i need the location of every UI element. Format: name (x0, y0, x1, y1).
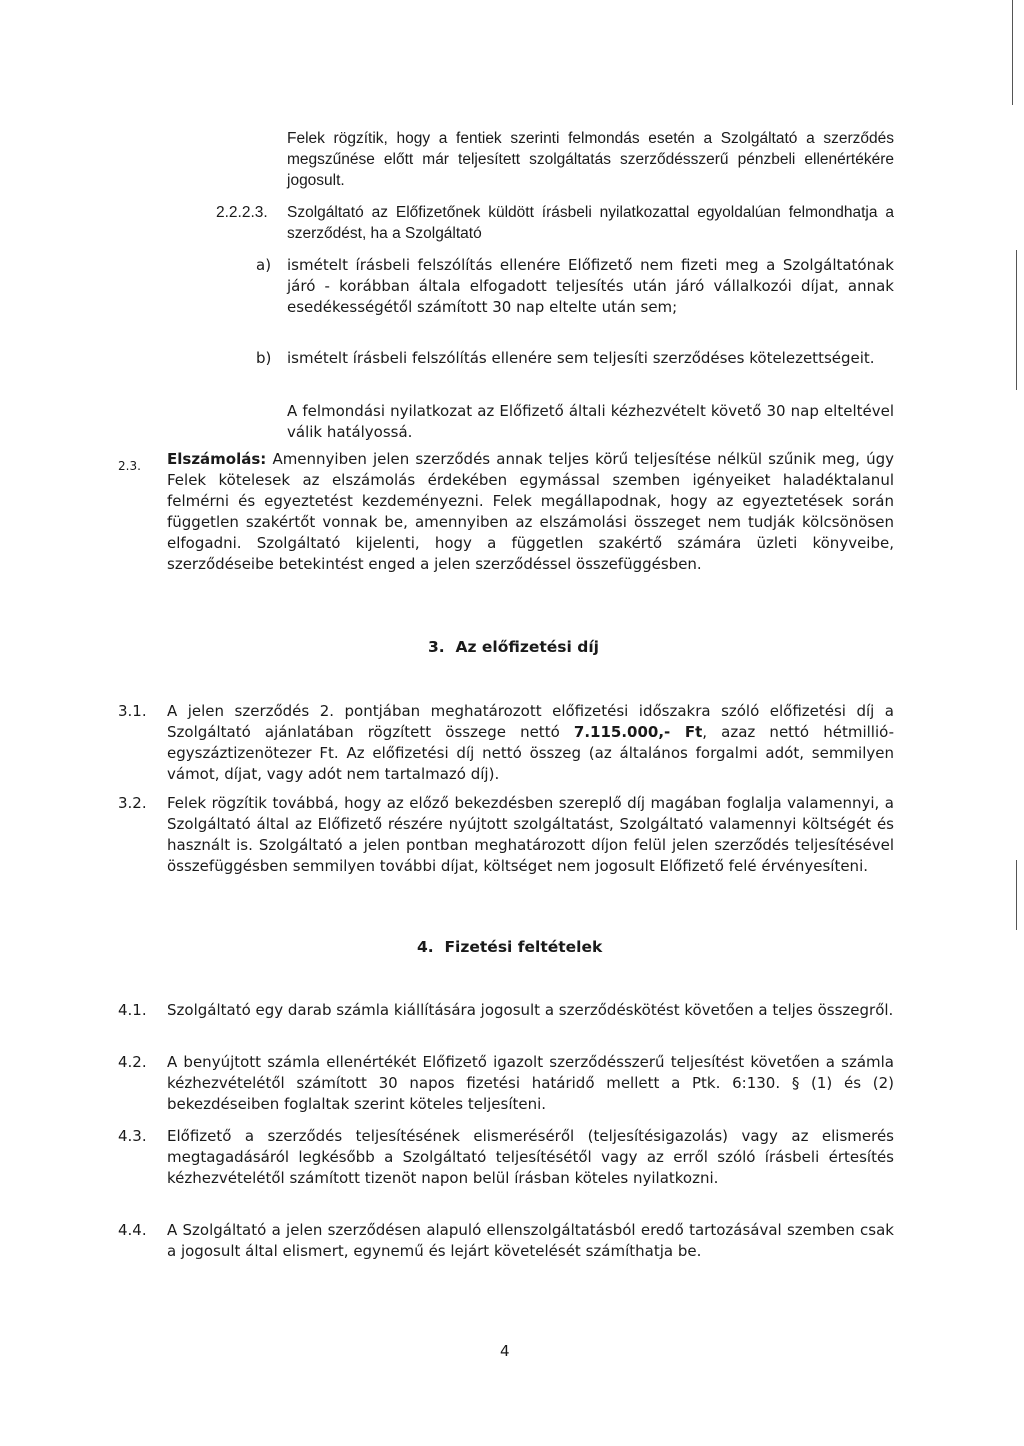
clause-3-1-text (167, 701, 894, 785)
section-4-heading: 4. Fizetési feltételek (417, 938, 603, 956)
clause-4-2-text: A benyújtott számla ellenértékét Előfizető igazolt szerződésszerű teljesítést követően a számla kézhezvételétől számított 30 napos fizetési határidő mellett a Ptk. 6:130. § (1) és (2) bekezdéseiben foglaltak szerint köteles teljesíteni. (167, 1053, 894, 1113)
list-marker-b: b) (256, 349, 272, 367)
clause-2-3-body: Amennyiben jelen szerződés annak teljes körű teljesítése nélkül szűnik meg, úgy Felek kötelesek az elszámolás érdekében egymással szemben igényeiket haladéktalanul felmérni és egyeztetést kezdeményezni. Felek megállapodnak, hogy az egyeztetések során független szakértőt vonnak be, amennyiben az elszámolási összeget nem tudják kölcsönösen elfogadni. Szolgáltató kijelenti, hogy a független szakértő számára üzleti könyveibe, szerződéseibe betekintést enged a jelen szerződéssel összefüggésben. (167, 450, 894, 573)
clause-2-3-text (167, 449, 894, 575)
clause-number-4-2: 4.2. (118, 1053, 147, 1071)
section-3-heading: 3. Az előfizetési díj (428, 638, 599, 656)
clause-number-4-1: 4.1. (118, 1001, 147, 1019)
clause-4-1-text: Szolgáltató egy darab számla kiállítására jogosult a szerződéskötést követően a teljes összegről. (167, 1001, 894, 1019)
clause-number-3-1: 3.1. (118, 702, 147, 720)
clause-4-4-text: A Szolgáltató a jelen szerződésen alapuló ellenszolgáltatásból eredő tartozásával szemben csak a jogosult által elismert, egynemű és lejárt követelését számíthatja be. (167, 1221, 894, 1260)
list-item-b: ismételt írásbeli felszólítás ellenére sem teljesíti szerződéses kötelezettségeit. (287, 349, 875, 367)
clause-2-2-2-3-text: Szolgáltató az Előfizetőnek küldött írásbeli nyilatkozattal egyoldalúan felmondhatja a szerződést, ha a Szolgáltató (287, 204, 894, 242)
list-marker-a: a) (256, 256, 272, 274)
clause-number-4-4: 4.4. (118, 1221, 147, 1239)
clause-2-2-2-continuation: Felek rögzítik, hogy a fentiek szerinti felmondás esetén a Szolgáltató a szerződés megszűnése előtt már teljesített szolgáltatás szerződésszerű pénzbeli ellenértékére jogosult. (287, 130, 894, 189)
clause-3-2-text: Felek rögzítik továbbá, hogy az előző bekezdésben szereplő díj magában foglalja valamennyi, a Szolgáltató által az Előfizető részére nyújtott szolgáltatást, Szolgáltató valamennyi költségét és használt is. Szolgáltató a jelen pontban meghatározott díjon felül jelen szerződés teljesítésével összefüggésben semmilyen további díjat, költséget nem jogosult Előfizető felé érvényesíteni. (167, 794, 894, 875)
scan-edge-line (1016, 860, 1017, 930)
clause-2-3-title: Elszámolás: (167, 450, 267, 468)
clause-4-3-text: Előfizető a szerződés teljesítésének elismeréséről (teljesítésigazolás) vagy az elismerés megtagadásáról legkésőbb a Szolgáltató teljesítésétől vagy az erről szóló írásbeli értesítés kézhezvételétől számított tizenöt napon belül írásban köteles nyilatkozni. (167, 1127, 894, 1187)
list-item-a: ismételt írásbeli felszólítás ellenére Előfizető nem fizeti meg a Szolgáltatónak járó - korábban általa elfogadott teljesítés után járó vállalkozói díjat, annak esedékességétől számított 30 nap eltelte után sem; (287, 256, 894, 316)
clause-number-2-2-2-3: 2.2.2.3. (216, 204, 268, 221)
clause-number-3-2: 3.2. (118, 794, 147, 812)
clause-3-1-before: A jelen szerződés 2. pontjában meghatározott előfizetési időszakra szóló előfizetési díj a Szolgáltató ajánlatában rögzített összege nettó (167, 702, 894, 741)
termination-effective-note: A felmondási nyilatkozat az Előfizető általi kézhezvételt követő 30 nap elteltével válik hatályossá. (287, 402, 894, 441)
scan-edge-line (1012, 0, 1013, 105)
clause-number-2-3: 2.3. (118, 459, 141, 473)
page-number: 4 (500, 1342, 510, 1360)
clause-number-4-3: 4.3. (118, 1127, 147, 1145)
fee-amount: 7.115.000,- Ft (573, 723, 703, 741)
clause-3-1-after: , azaz nettó hétmillió-egyszáztizenötezer Ft. Az előfizetési díj nettó összeg (az általános forgalmi adót, semmilyen vámot, díjat, vagy adót nem tartalmazó díj). (167, 723, 894, 783)
scan-edge-line (1016, 250, 1017, 390)
